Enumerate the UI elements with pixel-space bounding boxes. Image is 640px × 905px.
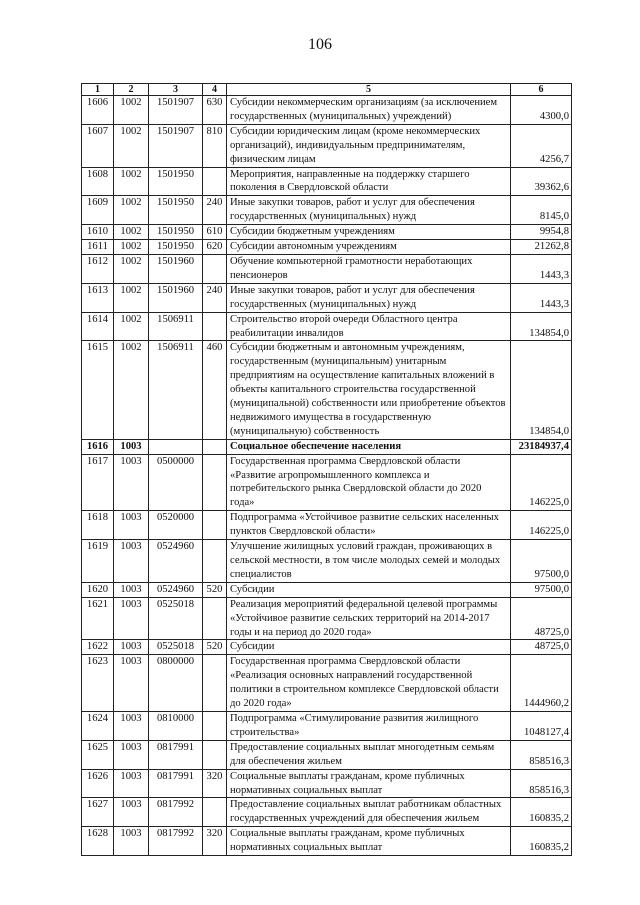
- table-row: [82, 798, 572, 827]
- section-code-cell: 1003: [114, 740, 149, 769]
- target-article-cell: [149, 439, 203, 454]
- section-code-cell: 1003: [114, 582, 149, 597]
- target-article-cell: 1501960: [149, 283, 203, 312]
- target-article-cell: 0817992: [149, 827, 203, 856]
- section-code-cell: 1003: [114, 640, 149, 655]
- expense-type-cell: [203, 740, 227, 769]
- table-row: [82, 167, 572, 196]
- target-article-cell: 1501950: [149, 225, 203, 240]
- amount-cell: 48725,0: [511, 597, 572, 640]
- target-article-cell: 0525018: [149, 640, 203, 655]
- section-code-cell: 1003: [114, 511, 149, 540]
- description-cell: Предоставление социальных выплат работникам областных государственных учреждений для обеспечения жильем: [227, 798, 511, 827]
- page-number: 106: [308, 36, 332, 53]
- row-number-cell: 1620: [82, 582, 114, 597]
- amount-cell: 9954,8: [511, 225, 572, 240]
- description-cell: Субсидии: [227, 582, 511, 597]
- expense-type-cell: [203, 655, 227, 712]
- description-cell: Государственная программа Свердловской области «Развитие агропромышленного комплекса и потребительского рынка Свердловской области до 2020 года»: [227, 454, 511, 511]
- description-cell: Субсидии бюджетным учреждениям: [227, 225, 511, 240]
- row-number-cell: 1610: [82, 225, 114, 240]
- expense-type-cell: 240: [203, 283, 227, 312]
- description-cell: Иные закупки товаров, работ и услуг для обеспечения государственных (муниципальных) нужд: [227, 196, 511, 225]
- amount-cell: 146225,0: [511, 511, 572, 540]
- table-row: [82, 711, 572, 740]
- section-code-cell: 1002: [114, 225, 149, 240]
- column-header: 1: [82, 84, 114, 96]
- table-row: [82, 196, 572, 225]
- description-cell: Социальное обеспечение населения: [227, 439, 511, 454]
- expense-type-cell: [203, 540, 227, 583]
- amount-cell: 146225,0: [511, 454, 572, 511]
- table-row: [82, 124, 572, 167]
- row-number-cell: 1626: [82, 769, 114, 798]
- section-code-cell: 1002: [114, 124, 149, 167]
- row-number-cell: 1616: [82, 439, 114, 454]
- table-row: [82, 240, 572, 255]
- amount-cell: 23184937,4: [511, 439, 572, 454]
- section-code-cell: 1002: [114, 167, 149, 196]
- amount-cell: 858516,3: [511, 740, 572, 769]
- description-cell: Иные закупки товаров, работ и услуг для обеспечения государственных (муниципальных) нужд: [227, 283, 511, 312]
- expense-type-cell: 520: [203, 582, 227, 597]
- expense-type-cell: 320: [203, 769, 227, 798]
- expense-type-cell: [203, 167, 227, 196]
- row-number-cell: 1607: [82, 124, 114, 167]
- table-row: [82, 96, 572, 125]
- amount-cell: 97500,0: [511, 582, 572, 597]
- amount-cell: 134854,0: [511, 341, 572, 439]
- expense-type-cell: 620: [203, 240, 227, 255]
- amount-cell: 4300,0: [511, 96, 572, 125]
- amount-cell: 1443,3: [511, 254, 572, 283]
- expense-type-cell: [203, 711, 227, 740]
- section-code-cell: 1003: [114, 827, 149, 856]
- expense-type-cell: 630: [203, 96, 227, 125]
- row-number-cell: 1609: [82, 196, 114, 225]
- table-row: [82, 225, 572, 240]
- target-article-cell: 0524960: [149, 582, 203, 597]
- column-header: 4: [203, 84, 227, 96]
- description-cell: Реализация мероприятий федеральной целевой программы «Устойчивое развитие сельских территорий на 2014-2017 годы и на период до 2020 года»: [227, 597, 511, 640]
- amount-cell: 21262,8: [511, 240, 572, 255]
- target-article-cell: 0520000: [149, 511, 203, 540]
- row-number-cell: 1613: [82, 283, 114, 312]
- description-cell: Субсидии юридическим лицам (кроме некоммерческих организаций), индивидуальным предпринимателям, физическим лицам: [227, 124, 511, 167]
- expense-type-cell: 520: [203, 640, 227, 655]
- description-cell: Субсидии бюджетным и автономным учреждениям, государственным (муниципальным) унитарным предприятиям на осуществление капитальных вложений в объекты капитального строительства государственной (муниципальной) собственности или приобретение объектов недвижимого имущества в государственную (муниципальную) собственность: [227, 341, 511, 439]
- target-article-cell: 0524960: [149, 540, 203, 583]
- amount-cell: 8145,0: [511, 196, 572, 225]
- expense-type-cell: [203, 597, 227, 640]
- table-row: [82, 283, 572, 312]
- row-number-cell: 1614: [82, 312, 114, 341]
- target-article-cell: 0817991: [149, 769, 203, 798]
- description-cell: Обучение компьютерной грамотности неработающих пенсионеров: [227, 254, 511, 283]
- section-code-cell: 1002: [114, 196, 149, 225]
- column-header: 3: [149, 84, 203, 96]
- column-header: 5: [227, 84, 511, 96]
- table-row: [82, 312, 572, 341]
- row-number-cell: 1615: [82, 341, 114, 439]
- column-header: 6: [511, 84, 572, 96]
- section-code-cell: 1002: [114, 96, 149, 125]
- row-number-cell: 1625: [82, 740, 114, 769]
- table-row: [82, 655, 572, 712]
- table-row: [82, 827, 572, 856]
- table-row: [82, 740, 572, 769]
- row-number-cell: 1606: [82, 96, 114, 125]
- section-code-cell: 1003: [114, 454, 149, 511]
- table-row: [82, 454, 572, 511]
- row-number-cell: 1622: [82, 640, 114, 655]
- section-code-cell: 1002: [114, 341, 149, 439]
- target-article-cell: 1501907: [149, 124, 203, 167]
- amount-cell: 160835,2: [511, 798, 572, 827]
- table-row: [82, 439, 572, 454]
- row-number-cell: 1627: [82, 798, 114, 827]
- description-cell: Улучшение жилищных условий граждан, проживающих в сельской местности, в том числе молодых семей и молодых специалистов: [227, 540, 511, 583]
- target-article-cell: 1501950: [149, 240, 203, 255]
- target-article-cell: 1506911: [149, 341, 203, 439]
- target-article-cell: 1501960: [149, 254, 203, 283]
- section-code-cell: 1003: [114, 798, 149, 827]
- description-cell: Строительство второй очереди Областного центра реабилитации инвалидов: [227, 312, 511, 341]
- target-article-cell: 1501950: [149, 196, 203, 225]
- expense-type-cell: 610: [203, 225, 227, 240]
- description-cell: Подпрограмма «Устойчивое развитие сельских населенных пунктов Свердловской области»: [227, 511, 511, 540]
- table-row: [82, 511, 572, 540]
- budget-table: [81, 83, 572, 856]
- section-code-cell: 1003: [114, 597, 149, 640]
- amount-cell: 134854,0: [511, 312, 572, 341]
- amount-cell: 97500,0: [511, 540, 572, 583]
- row-number-cell: 1623: [82, 655, 114, 712]
- target-article-cell: 1501950: [149, 167, 203, 196]
- section-code-cell: 1003: [114, 711, 149, 740]
- amount-cell: 1443,3: [511, 283, 572, 312]
- table-body: [82, 96, 572, 856]
- amount-cell: 1444960,2: [511, 655, 572, 712]
- row-number-cell: 1621: [82, 597, 114, 640]
- expense-type-cell: [203, 798, 227, 827]
- expense-type-cell: 810: [203, 124, 227, 167]
- description-cell: Субсидии автономным учреждениям: [227, 240, 511, 255]
- section-code-cell: 1003: [114, 769, 149, 798]
- row-number-cell: 1624: [82, 711, 114, 740]
- target-article-cell: 0500000: [149, 454, 203, 511]
- expense-type-cell: 240: [203, 196, 227, 225]
- target-article-cell: 0800000: [149, 655, 203, 712]
- target-article-cell: 1506911: [149, 312, 203, 341]
- section-code-cell: 1003: [114, 439, 149, 454]
- table-row: [82, 769, 572, 798]
- target-article-cell: 1501907: [149, 96, 203, 125]
- table-row: [82, 597, 572, 640]
- target-article-cell: 0817991: [149, 740, 203, 769]
- expense-type-cell: 320: [203, 827, 227, 856]
- description-cell: Социальные выплаты гражданам, кроме публичных нормативных социальных выплат: [227, 769, 511, 798]
- column-header: 2: [114, 84, 149, 96]
- description-cell: Субсидии: [227, 640, 511, 655]
- table-row: [82, 254, 572, 283]
- section-code-cell: 1003: [114, 655, 149, 712]
- description-cell: Мероприятия, направленные на поддержку старшего поколения в Свердловской области: [227, 167, 511, 196]
- row-number-cell: 1618: [82, 511, 114, 540]
- row-number-cell: 1619: [82, 540, 114, 583]
- expense-type-cell: [203, 511, 227, 540]
- expense-type-cell: [203, 312, 227, 341]
- section-code-cell: 1002: [114, 240, 149, 255]
- target-article-cell: 0810000: [149, 711, 203, 740]
- row-number-cell: 1611: [82, 240, 114, 255]
- table-row: [82, 540, 572, 583]
- description-cell: Субсидии некоммерческим организациям (за исключением государственных (муниципальных) учреждений): [227, 96, 511, 125]
- expense-type-cell: [203, 439, 227, 454]
- description-cell: Подпрограмма «Стимулирование развития жилищного строительства»: [227, 711, 511, 740]
- expense-type-cell: [203, 254, 227, 283]
- row-number-cell: 1617: [82, 454, 114, 511]
- amount-cell: 48725,0: [511, 640, 572, 655]
- amount-cell: 4256,7: [511, 124, 572, 167]
- description-cell: Социальные выплаты гражданам, кроме публичных нормативных социальных выплат: [227, 827, 511, 856]
- target-article-cell: 0817992: [149, 798, 203, 827]
- table-row: [82, 640, 572, 655]
- description-cell: Государственная программа Свердловской области «Реализация основных направлений государственной политики в строительном комплексе Свердловской области до 2020 года»: [227, 655, 511, 712]
- table-row: [82, 582, 572, 597]
- target-article-cell: 0525018: [149, 597, 203, 640]
- section-code-cell: 1002: [114, 254, 149, 283]
- section-code-cell: 1002: [114, 312, 149, 341]
- table-row: [82, 341, 572, 439]
- amount-cell: 858516,3: [511, 769, 572, 798]
- row-number-cell: 1608: [82, 167, 114, 196]
- expense-type-cell: 460: [203, 341, 227, 439]
- section-code-cell: 1002: [114, 283, 149, 312]
- section-code-cell: 1003: [114, 540, 149, 583]
- row-number-cell: 1628: [82, 827, 114, 856]
- expense-type-cell: [203, 454, 227, 511]
- amount-cell: 1048127,4: [511, 711, 572, 740]
- table-header-row: [82, 84, 572, 96]
- amount-cell: 39362,6: [511, 167, 572, 196]
- description-cell: Предоставление социальных выплат многодетным семьям для обеспечения жильем: [227, 740, 511, 769]
- row-number-cell: 1612: [82, 254, 114, 283]
- amount-cell: 160835,2: [511, 827, 572, 856]
